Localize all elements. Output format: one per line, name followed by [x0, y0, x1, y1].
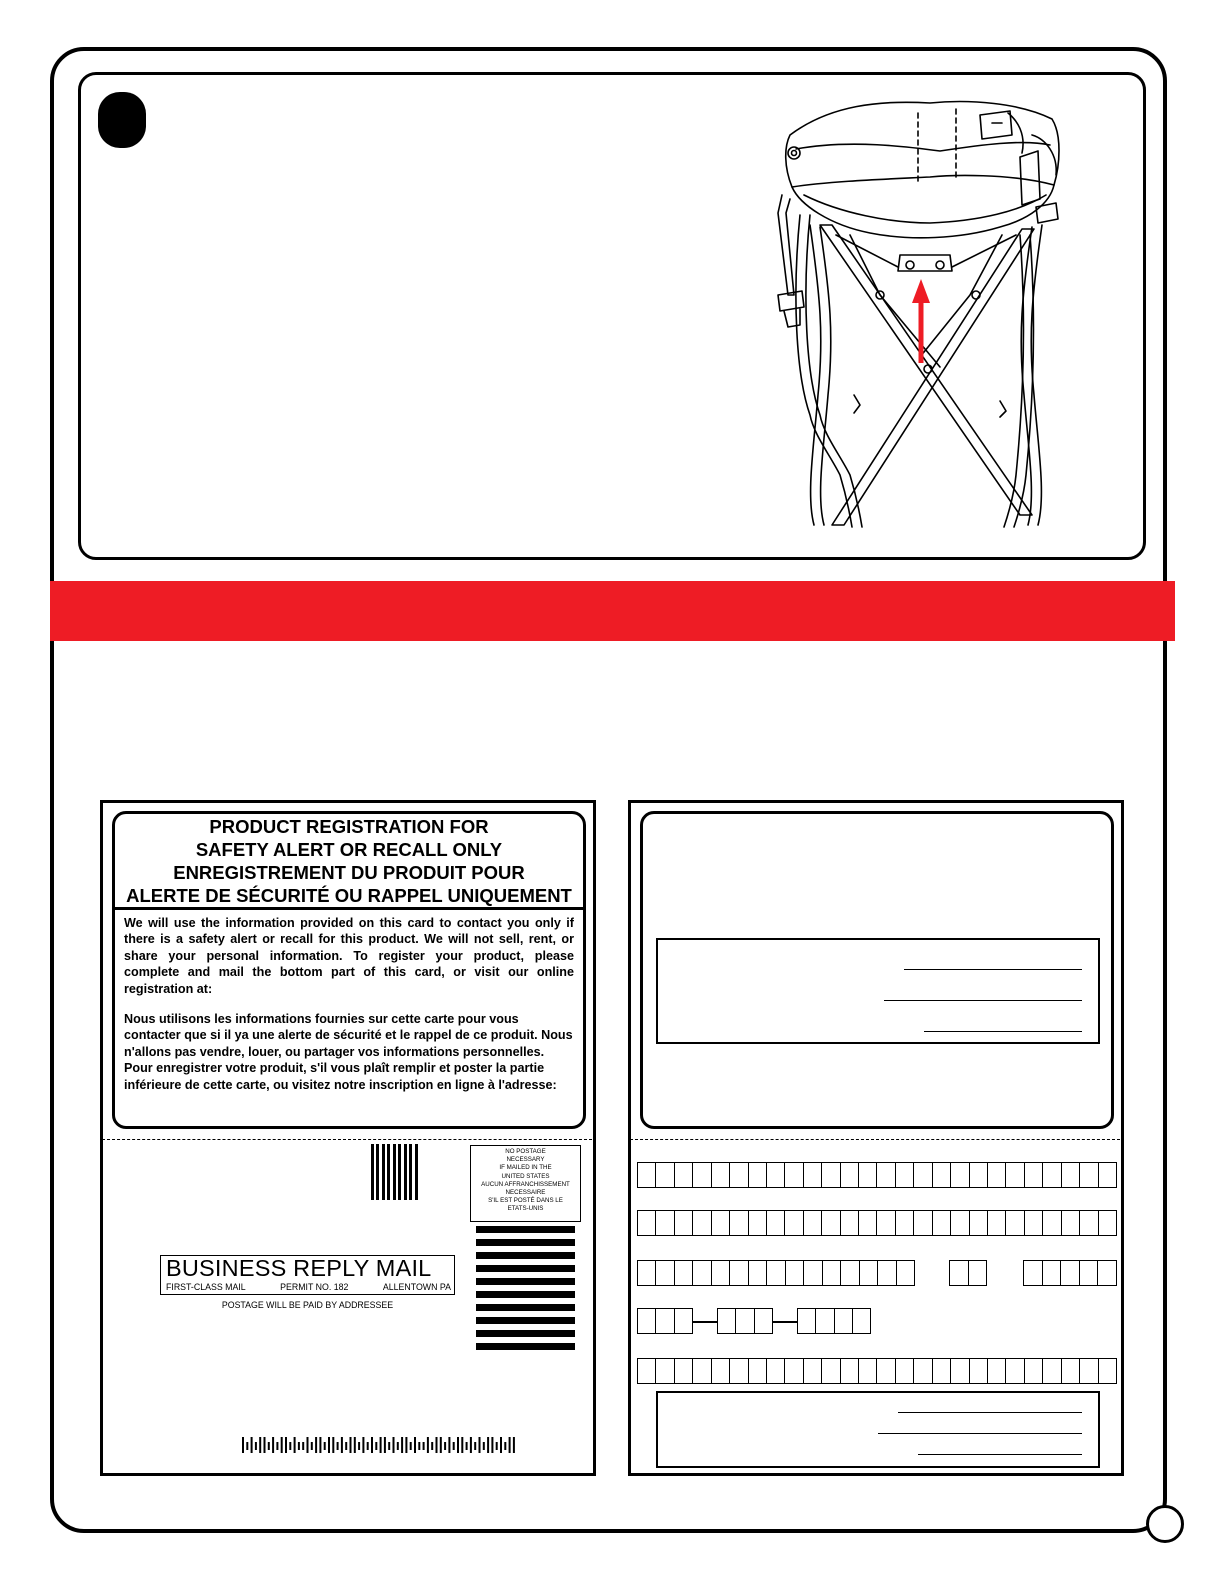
postage-indicia [470, 1145, 581, 1222]
char-box[interactable] [970, 1211, 988, 1235]
char-box[interactable] [638, 1163, 656, 1187]
city-boxes[interactable] [637, 1260, 915, 1286]
char-box[interactable] [877, 1359, 895, 1383]
barcode-bar [418, 1442, 420, 1450]
barcode-bar [405, 1437, 407, 1453]
postage-line: S'IL EST POSTÉ DANS LE [488, 1197, 563, 1205]
char-box[interactable] [749, 1163, 767, 1187]
product-field-line[interactable] [924, 1031, 1082, 1032]
postage-line: UNITED STATES [501, 1172, 550, 1180]
char-box[interactable] [859, 1211, 877, 1235]
product-field-line[interactable] [884, 1000, 1082, 1001]
char-box[interactable] [656, 1261, 674, 1285]
barcode-bar [474, 1442, 476, 1450]
char-box[interactable] [853, 1309, 870, 1333]
up-arrow-icon [912, 279, 930, 363]
char-box[interactable] [1006, 1163, 1024, 1187]
name-boxes[interactable] [637, 1162, 1117, 1188]
char-box[interactable] [933, 1163, 951, 1187]
char-box[interactable] [1043, 1261, 1062, 1285]
title-line: PRODUCT REGISTRATION FOR [209, 816, 489, 837]
barcode-bar [470, 1437, 472, 1453]
char-box[interactable] [712, 1359, 730, 1383]
barcode-bar [414, 1437, 416, 1453]
char-box[interactable] [1098, 1261, 1116, 1285]
postage-line: NECESSAIRE [505, 1189, 546, 1197]
char-box[interactable] [933, 1359, 951, 1383]
business-reply-details [166, 1282, 451, 1292]
char-box[interactable] [785, 1359, 803, 1383]
char-box[interactable] [767, 1359, 785, 1383]
registration-paragraph-fr: Nous utilisons les informations fournies sur cette carte pour vous contacter que si il ya une alerte de sécurité et le rappel de ce produit. Nous n'allons pas vendre, louer, ou partager vos informations personnelles. Pour enregistrer votre produit, s'il vous plaît remplir et poster la partie inférieure de cette carte, ou visitez notre inscription en ligne à l'adresse: [124, 1012, 573, 1092]
barcode-bar [294, 1437, 296, 1453]
address-boxes[interactable] [637, 1210, 1117, 1236]
barcode-bar [307, 1437, 309, 1453]
char-box[interactable] [804, 1163, 822, 1187]
char-box[interactable] [1025, 1163, 1043, 1187]
char-box[interactable] [1043, 1359, 1061, 1383]
char-box[interactable] [877, 1211, 895, 1235]
char-box[interactable] [638, 1309, 656, 1333]
postal-barcode-icon [242, 1437, 517, 1453]
char-box[interactable] [1024, 1261, 1043, 1285]
barcode-bar [466, 1442, 468, 1450]
barcode-bar [242, 1437, 244, 1453]
barcode-bar [315, 1437, 317, 1453]
char-box[interactable] [878, 1261, 896, 1285]
purchase-info-box [656, 1391, 1100, 1468]
purchase-field-line[interactable] [878, 1433, 1082, 1434]
barcode-bar [350, 1437, 352, 1453]
char-box[interactable] [896, 1211, 914, 1235]
char-box[interactable] [970, 1163, 988, 1187]
barcode-bar [298, 1442, 300, 1450]
barcode-bar [483, 1442, 485, 1450]
char-box[interactable] [1061, 1261, 1080, 1285]
business-reply-title: BUSINESS REPLY MAIL [166, 1255, 432, 1281]
char-box[interactable] [841, 1211, 859, 1235]
barcode-bar [487, 1437, 489, 1453]
char-box[interactable] [736, 1309, 754, 1333]
char-box[interactable] [1099, 1211, 1116, 1235]
barcode-bar [427, 1437, 429, 1453]
char-box[interactable] [718, 1309, 736, 1333]
char-box[interactable] [1043, 1163, 1061, 1187]
char-box[interactable] [1025, 1359, 1043, 1383]
barcode-bar [285, 1437, 287, 1453]
barcode-bar [384, 1437, 386, 1453]
char-box[interactable] [970, 1359, 988, 1383]
char-box[interactable] [656, 1359, 674, 1383]
barcode-bar [281, 1437, 283, 1453]
barcode-bar [341, 1437, 343, 1453]
product-field-line[interactable] [904, 969, 1082, 970]
char-box[interactable] [896, 1359, 914, 1383]
char-box[interactable] [822, 1359, 840, 1383]
char-box[interactable] [730, 1211, 748, 1235]
postage-line: AUCUN AFFRANCHISSEMENT [481, 1180, 570, 1188]
char-box[interactable] [712, 1163, 730, 1187]
barcode-bar [367, 1442, 369, 1450]
postage-line: NO POSTAGE [505, 1148, 546, 1155]
char-box[interactable] [693, 1211, 711, 1235]
char-box[interactable] [822, 1163, 840, 1187]
fim-bars-icon [476, 1226, 575, 1356]
char-box[interactable] [1080, 1359, 1098, 1383]
barcode-bar [491, 1437, 493, 1453]
char-box[interactable] [1099, 1163, 1116, 1187]
char-box[interactable] [785, 1211, 803, 1235]
char-box[interactable] [877, 1163, 895, 1187]
char-box[interactable] [656, 1211, 674, 1235]
char-box[interactable] [859, 1359, 877, 1383]
char-box[interactable] [755, 1309, 772, 1333]
title-divider [115, 907, 583, 910]
char-box[interactable] [675, 1163, 693, 1187]
char-box[interactable] [675, 1309, 692, 1333]
state-boxes[interactable] [949, 1260, 987, 1286]
char-box[interactable] [675, 1211, 693, 1235]
char-box[interactable] [1025, 1211, 1043, 1235]
postage-line: IF MAILED IN THE [499, 1164, 552, 1172]
phone-separator [773, 1321, 797, 1323]
purchase-field-line[interactable] [898, 1412, 1082, 1413]
barcode-bar [328, 1437, 330, 1453]
char-box[interactable] [988, 1359, 1006, 1383]
char-box[interactable] [730, 1359, 748, 1383]
char-box[interactable] [749, 1211, 767, 1235]
barcode-bar [371, 1437, 373, 1453]
char-box[interactable] [914, 1163, 932, 1187]
barcode-bar [453, 1442, 455, 1450]
barcode-bar [259, 1437, 261, 1453]
char-box[interactable] [988, 1163, 1006, 1187]
char-box[interactable] [951, 1211, 969, 1235]
barcode-bar [388, 1442, 390, 1450]
char-box[interactable] [951, 1163, 969, 1187]
barcode-bar [431, 1442, 433, 1450]
char-box[interactable] [767, 1261, 785, 1285]
char-box[interactable] [767, 1163, 785, 1187]
barcode-bar [496, 1442, 498, 1450]
barcode-bar [319, 1437, 321, 1453]
char-box[interactable] [804, 1211, 822, 1235]
barcode-bar [358, 1442, 360, 1450]
char-box[interactable] [786, 1261, 804, 1285]
char-box[interactable] [1062, 1211, 1080, 1235]
char-box[interactable] [638, 1261, 656, 1285]
cut-line [630, 1139, 1120, 1140]
barcode-bar [513, 1437, 515, 1453]
phone-prefix-boxes[interactable] [717, 1308, 773, 1334]
title-line: SAFETY ALERT OR RECALL ONLY [195, 839, 503, 860]
email-boxes[interactable] [637, 1358, 1117, 1384]
char-box[interactable] [638, 1211, 656, 1235]
postage-line: NECESSARY [506, 1156, 545, 1164]
char-box[interactable] [859, 1163, 877, 1187]
char-box[interactable] [950, 1261, 969, 1285]
barcode-bar [324, 1442, 326, 1450]
char-box[interactable] [656, 1309, 674, 1333]
postage-line: ETATS-UNIS [507, 1205, 544, 1213]
product-info-box [656, 938, 1100, 1044]
barcode-bar [246, 1442, 248, 1450]
barcode-bar [345, 1442, 347, 1450]
char-box[interactable] [804, 1359, 822, 1383]
char-box[interactable] [1080, 1163, 1098, 1187]
cut-line [102, 1139, 592, 1140]
char-box[interactable] [835, 1309, 853, 1333]
barcode-bar [268, 1442, 270, 1450]
char-box[interactable] [798, 1309, 816, 1333]
char-box[interactable] [914, 1211, 932, 1235]
barcode-bar [410, 1442, 412, 1450]
char-box[interactable] [712, 1261, 730, 1285]
char-box[interactable] [804, 1261, 822, 1285]
accent-band [50, 581, 1175, 641]
barcode-bar [375, 1442, 377, 1450]
char-box[interactable] [675, 1261, 693, 1285]
char-box[interactable] [749, 1261, 767, 1285]
char-box[interactable] [1080, 1211, 1098, 1235]
barcode-bar [401, 1437, 403, 1453]
char-box[interactable] [914, 1359, 932, 1383]
barcode-bar [332, 1437, 334, 1453]
char-box[interactable] [693, 1359, 711, 1383]
char-box[interactable] [730, 1163, 748, 1187]
char-box[interactable] [1099, 1359, 1116, 1383]
char-box[interactable] [1043, 1211, 1061, 1235]
page-number-badge [1146, 1505, 1184, 1543]
char-box[interactable] [969, 1261, 987, 1285]
char-box[interactable] [988, 1211, 1006, 1235]
char-box[interactable] [841, 1163, 859, 1187]
barcode-bar [436, 1437, 438, 1453]
barcode-bar [264, 1437, 266, 1453]
barcode-bar [509, 1437, 511, 1453]
char-box[interactable] [656, 1163, 674, 1187]
char-box[interactable] [841, 1261, 859, 1285]
char-box[interactable] [638, 1359, 656, 1383]
step-badge-icon [98, 92, 146, 148]
char-box[interactable] [675, 1359, 693, 1383]
char-box[interactable] [823, 1261, 841, 1285]
barcode-bar [272, 1437, 274, 1453]
char-box[interactable] [1006, 1359, 1024, 1383]
barcode-bar [461, 1437, 463, 1453]
permit-number: PERMIT NO. 182 [280, 1282, 349, 1292]
postage-paid-note: POSTAGE WILL BE PAID BY ADDRESSEE [221, 1300, 394, 1310]
barcode-bar [457, 1437, 459, 1453]
barcode-bar [500, 1437, 502, 1453]
barcode-bar [362, 1437, 364, 1453]
purchase-field-line[interactable] [918, 1454, 1082, 1455]
char-box[interactable] [933, 1211, 951, 1235]
char-box[interactable] [897, 1261, 914, 1285]
char-box[interactable] [896, 1163, 914, 1187]
registration-title [112, 815, 586, 907]
char-box[interactable] [693, 1261, 711, 1285]
zip-boxes[interactable] [1023, 1260, 1117, 1286]
title-line: ENREGISTREMENT DU PRODUIT POUR [173, 862, 525, 883]
barcode-bar [251, 1437, 253, 1453]
barcode-bar [354, 1437, 356, 1453]
char-box[interactable] [730, 1261, 748, 1285]
barcode-bar [448, 1437, 450, 1453]
barcode-bar [302, 1442, 304, 1450]
registration-paragraph-en: We will use the information provided on this card to contact you only if there is a safety alert or recall for this product. We will not sell, rent, or share your personal information. To register your product, please complete and mail the bottom part of this card, or visit our online registration at: [124, 916, 574, 996]
barcode-bar [289, 1442, 291, 1450]
barcode-bar [380, 1437, 382, 1453]
mail-class: FIRST-CLASS MAIL [166, 1282, 246, 1292]
char-box[interactable] [785, 1163, 803, 1187]
char-box[interactable] [712, 1211, 730, 1235]
title-line: ALERTE DE SÉCURITÉ OU RAPPEL UNIQUEMENT [126, 885, 572, 906]
char-box[interactable] [749, 1359, 767, 1383]
char-box[interactable] [860, 1261, 878, 1285]
char-box[interactable] [1080, 1261, 1099, 1285]
barcode-bar [276, 1442, 278, 1450]
char-box[interactable] [767, 1211, 785, 1235]
char-box[interactable] [822, 1211, 840, 1235]
barcode-bar [504, 1442, 506, 1450]
phone-line-boxes[interactable] [797, 1308, 871, 1334]
barcode-bar [423, 1442, 425, 1450]
char-box[interactable] [1006, 1211, 1024, 1235]
barcode-bar [479, 1437, 481, 1453]
barcode-bar [311, 1442, 313, 1450]
barcode-bar [397, 1442, 399, 1450]
char-box[interactable] [693, 1163, 711, 1187]
barcode-bar [337, 1442, 339, 1450]
char-box[interactable] [841, 1359, 859, 1383]
char-box[interactable] [1062, 1163, 1080, 1187]
barcode-icon [371, 1144, 421, 1200]
char-box[interactable] [1062, 1359, 1080, 1383]
mail-city: ALLENTOWN PA [382, 1282, 451, 1292]
phone-separator [693, 1321, 717, 1323]
char-box[interactable] [951, 1359, 969, 1383]
char-box[interactable] [816, 1309, 834, 1333]
barcode-bar [440, 1437, 442, 1453]
barcode-bar [255, 1442, 257, 1450]
barcode-bar [444, 1442, 446, 1450]
barcode-bar [393, 1437, 395, 1453]
chair-illustration [770, 95, 1090, 535]
phone-area-boxes[interactable] [637, 1308, 693, 1334]
